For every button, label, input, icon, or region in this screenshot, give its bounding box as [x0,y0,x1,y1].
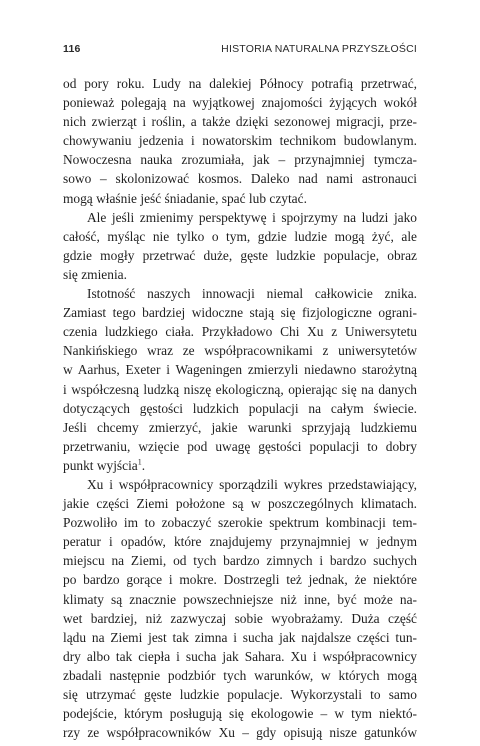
paragraph-4 [63,475,417,742]
text-line: i współczesną ludzką niszę ekologiczną, opierając się na danych [63,381,417,397]
text-line: od pory roku. Ludy na dalekiej Północy potrafią przetrwać, [63,76,417,91]
line-end-punctuation: . [141,457,146,473]
text-line: klimaty są znacznie powszechniejsze niż inne, być może na- [63,591,417,607]
text-line: wet bardziej, niż zazwyczaj sobie wyobrażamy. Duża część [63,610,417,626]
text-line: zbadali następnie podzbiór tych warunków, w których mogą [63,667,417,683]
text-line: całość, myśląc nie tylko o tym, gdzie ludzie mogą żyć, ale [63,228,417,244]
text-line: czenia ludzkiego ciała. Przykładowo Chi Xu z Uniwersytetu [63,324,417,340]
text-line: rzy ze współpracowników Xu – gdy opisują nisze gatunków [63,725,417,741]
text-line: w Aarhus, Exeter i Wageningen zmierzyli niedawno starożytną [63,362,417,378]
text-line: gdzie mogły przetrwać duże, gęste ludzkie populacje, obraz [63,247,417,263]
text-line: sowo – skolonizować kosmos. Daleko nad nami astronauci [63,171,417,187]
body-text [63,74,417,742]
text-line: przetrwaniu, wzięcie pod uwagę gęstości populacji to dobry [63,438,417,454]
text-line-with-footnote [63,456,417,475]
text-line: po bardzo gorące i mokre. Dostrzegli też jednak, że niektóre [63,572,417,588]
text-line: Pozwoliło im to zobaczyć szerokie spektrum kombinacji tem- [63,515,417,531]
text-line: lądu na Ziemi jest tak zimna i sucha jak najdalsze części tun- [63,629,417,645]
running-head [63,43,417,59]
text-line: dry albo tak ciepła i sucha jak Sahara. Xu i współpracownicy [63,648,417,664]
text-line: Istotność naszych innowacji niemal całkowicie znika. [87,286,417,302]
text-line: Jeśli chcemy zmierzyć, jakie warunki sprzyjają ludzkiemu [63,419,417,435]
footnote-reference[interactable]: 1 [137,457,142,467]
text-line: Zamiast tego bardziej widoczne stają się fizjologiczne ograni- [63,305,417,321]
paragraph-2 [63,208,417,284]
text-line: Nowoczesna nauka zrozumiała, jak – przynajmniej tymcza- [63,152,417,168]
running-title: HISTORIA NATURALNA PRZYSZŁOŚCI [221,43,417,55]
text-line: nich zwierząt i roślin, a także dzięki sezonowej migracji, prze- [63,114,417,130]
text-line: Xu i współpracownicy sporządzili wykres przedstawiający, [87,476,417,492]
text-line: jakie części Ziemi położone są w poszczególnych klimatach. [63,496,417,512]
text-line: Ale jeśli zmienimy perspektywę i spojrzymy na ludzi jako [87,209,417,225]
text-line: się zmienia. [63,266,127,282]
page-number: 116 [63,43,81,55]
text-line: punkt wyjścia [63,457,138,473]
text-line: Nankińskiego wraz ze współpracownikami z uniwersytetów [63,343,417,359]
text-line: miejscu na Ziemi, od tych bardzo zimnych i bardzo suchych [63,553,417,569]
text-line: ponieważ polegają na wyjątkowej znajomości żyjących wokół [63,95,417,111]
text-line: podejście, którym posługują się ekologowie – w tym niektó- [63,706,417,722]
text-line: chowywaniu jedzenia i nowatorskim technikom budowlanym. [63,133,417,149]
text-line: się utrzymać gęste ludzkie populacje. Wykorzystali to samo [63,687,417,702]
text-line: peratur i opadów, które znajdujemy przynajmniej w jednym [63,534,417,550]
paragraph-3 [63,284,417,475]
text-line: mogą właśnie jeść śniadanie, spać lub czytać. [63,190,307,206]
paragraph-1 [63,74,417,208]
text-line: dotyczących gęstości ludzkich populacji na całym świecie. [63,400,417,416]
